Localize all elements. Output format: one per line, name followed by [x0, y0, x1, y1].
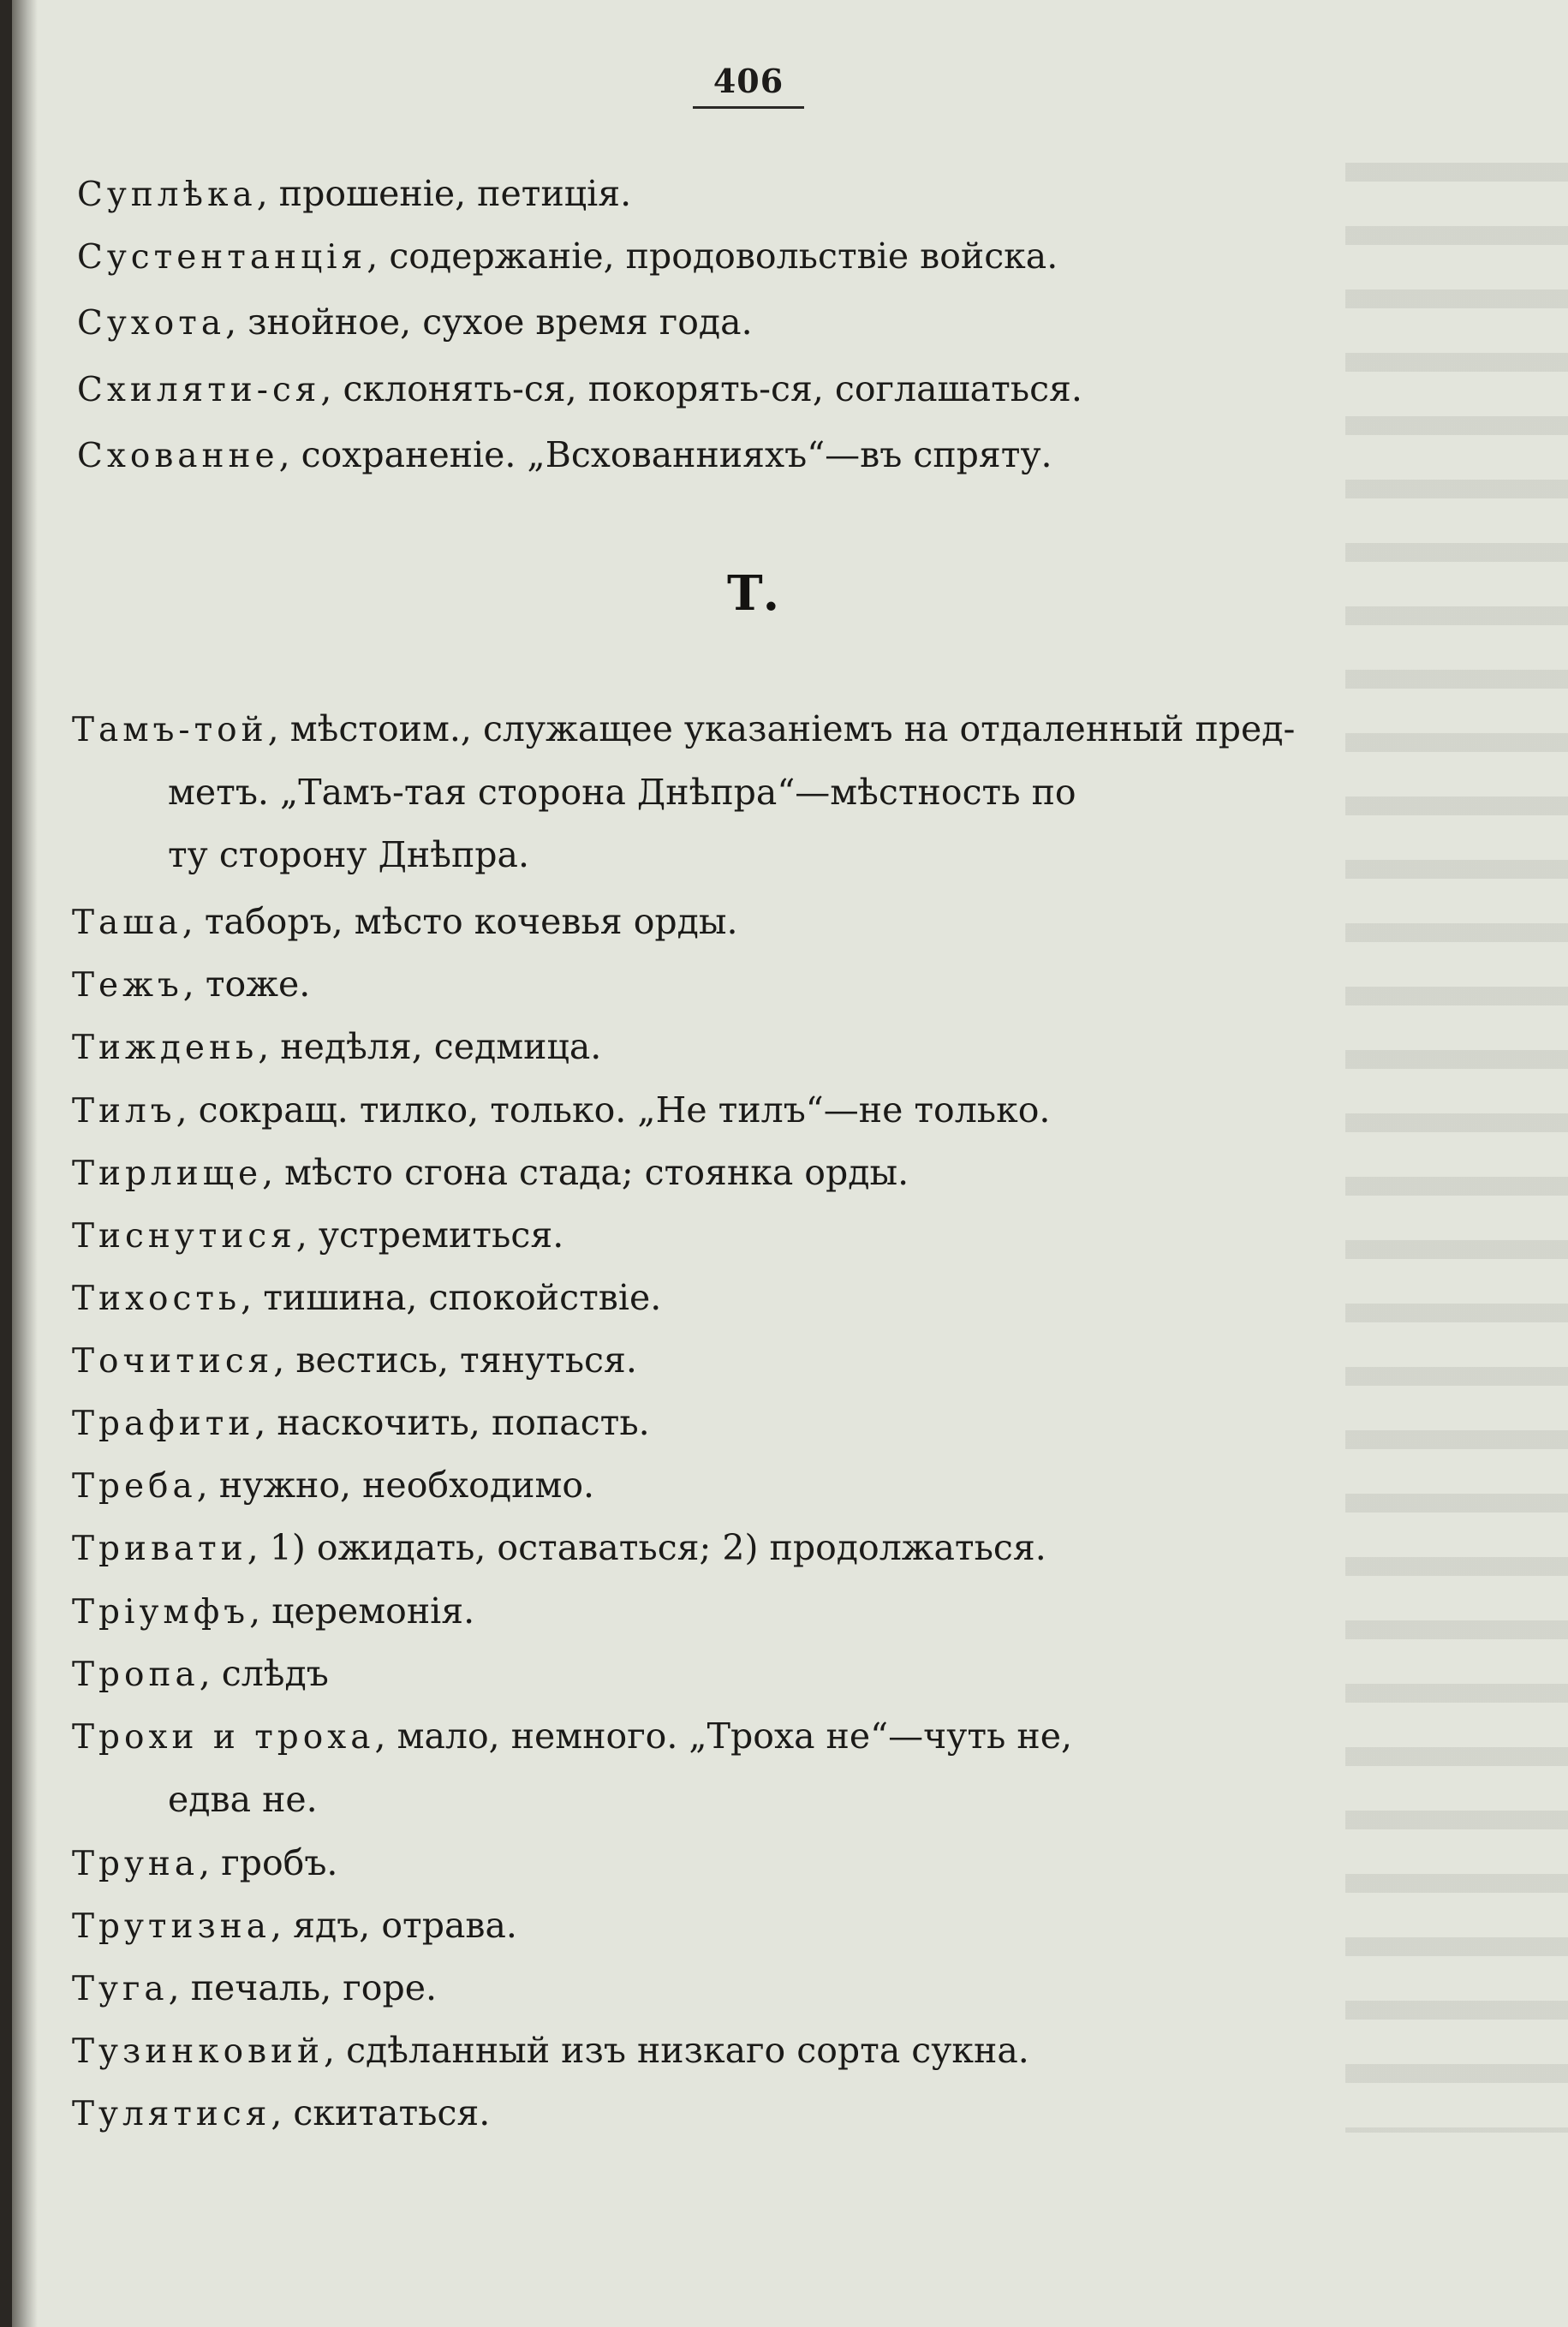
entry-definition: , нужно, необходимо.: [196, 1465, 595, 1506]
entry-definition: , знойное, сухое время года.: [225, 301, 753, 343]
dictionary-entry: [72, 1705, 1072, 1831]
entry-definition: , тишина, спокойствіе.: [241, 1277, 662, 1318]
dictionary-entry: [72, 953, 310, 1017]
dictionary-entry: [77, 291, 753, 355]
dictionary-entry: [72, 891, 738, 954]
entry-continuation: метъ. „Тамъ-тая сторона Днѣпра“—мѣстность по: [168, 772, 1076, 813]
dictionary-entry: [72, 698, 1295, 886]
dictionary-entry: [72, 1894, 517, 1958]
entry-headword: Точитися: [72, 1342, 274, 1381]
entry-continuation: едва не.: [168, 1779, 318, 1820]
dictionary-entry: [72, 1267, 661, 1330]
entry-headword: Тирлище: [72, 1155, 263, 1193]
entry-headword: Туга: [72, 1970, 169, 2008]
entry-headword: Сустентанція: [77, 238, 367, 277]
dictionary-entry: [72, 1204, 563, 1268]
dictionary-entry: [72, 1016, 601, 1079]
binding-shadow: [12, 0, 38, 2327]
entry-definition: , мало, немного. „Троха не“—чуть не,: [374, 1715, 1072, 1757]
entry-headword: Тулятися: [72, 2095, 271, 2133]
entry-definition: , сдѣланный изъ низкаго сорта сукна.: [324, 2030, 1029, 2071]
entry-definition: , ядъ, отрава.: [271, 1905, 517, 1946]
entry-headword: Трафити: [72, 1405, 255, 1443]
entry-definition: , недѣля, седмица.: [258, 1026, 602, 1067]
dictionary-entry: [72, 1957, 437, 2020]
book-page: [12, 0, 1568, 2327]
entry-headword: Тиснутися: [72, 1217, 296, 1256]
page-number: 406: [712, 62, 784, 100]
entry-definition: , устремиться.: [295, 1214, 564, 1256]
entry-headword: Трохи и троха: [72, 1718, 375, 1757]
entry-headword: Суплѣка: [77, 176, 257, 214]
dictionary-entry: [77, 225, 1058, 289]
dictionary-entry: [72, 1517, 1046, 1580]
show-through-text: [1345, 163, 1568, 2133]
entry-definition: , 1) ожидать, оставаться; 2) продолжаться.: [247, 1527, 1046, 1568]
entry-definition: , прошеніе, петиція.: [256, 173, 632, 214]
dictionary-entry: [72, 1454, 594, 1518]
entry-headword: Треба: [72, 1467, 197, 1506]
entry-headword: Тропа: [72, 1656, 200, 1694]
entry-headword: Труна: [72, 1845, 200, 1883]
section-letter: Т.: [727, 565, 780, 622]
dictionary-entry: [72, 2082, 490, 2145]
entry-headword: Таша: [72, 904, 182, 942]
page-number-rule: [693, 106, 804, 109]
entry-continuation: ту сторону Днѣпра.: [168, 834, 530, 875]
dictionary-entry: [72, 1079, 1050, 1143]
dictionary-entry: [72, 1832, 337, 1895]
entry-definition: , мѣсто сгона стада; стоянка орды.: [262, 1152, 909, 1193]
entry-headword: Тріумфъ: [72, 1593, 250, 1632]
dictionary-entry: [72, 1329, 637, 1393]
entry-definition: , мѣстоим., служащее указаніемъ на отдаленный пред-: [267, 708, 1296, 749]
entry-headword: Тихость: [72, 1280, 241, 1318]
entry-headword: Трутизна: [72, 1907, 271, 1946]
entry-headword: Тилъ: [72, 1092, 176, 1131]
entry-definition: , содержаніе, продовольствіе войска.: [367, 236, 1058, 277]
entry-definition: , сокращ. тилко, только. „Не тилъ“—не только.: [176, 1089, 1051, 1131]
entry-headword: Схованне: [77, 437, 279, 475]
entry-definition: , скитаться.: [271, 2092, 491, 2133]
entry-definition: , гробъ.: [199, 1842, 338, 1883]
entry-definition: , тоже.: [182, 964, 311, 1005]
entry-definition: , наскочить, попасть.: [254, 1402, 650, 1443]
dictionary-entry: [72, 1142, 909, 1205]
dictionary-entry: [77, 358, 1082, 421]
dictionary-entry: [72, 1643, 329, 1706]
entry-definition: , сохраненіе. „Всхованнияхъ“—въ спряту.: [278, 434, 1052, 475]
dictionary-entry: [72, 1580, 474, 1644]
entry-headword: Тузинковий: [72, 2032, 325, 2071]
entry-definition: , склонять-ся, покорять-ся, соглашаться.: [320, 368, 1082, 409]
dictionary-entry: [72, 1392, 650, 1455]
dictionary-entry: [77, 424, 1052, 487]
entry-headword: Тамъ-той: [72, 711, 268, 749]
entry-definition: , печаль, горе.: [168, 1967, 438, 2008]
entry-headword: Тиждень: [72, 1029, 259, 1067]
entry-headword: Схиляти-ся: [77, 371, 321, 409]
entry-headword: Тривати: [72, 1530, 247, 1568]
dictionary-entry: [77, 163, 631, 226]
entry-definition: , слѣдъ: [199, 1653, 329, 1694]
entry-definition: , таборъ, мѣсто кочевья орды.: [182, 901, 738, 942]
dictionary-entry: [72, 2020, 1029, 2083]
entry-headword: Сухота: [77, 304, 226, 343]
entry-headword: Тежъ: [72, 966, 183, 1005]
entry-definition: , вестись, тянуться.: [273, 1340, 637, 1381]
entry-definition: , церемонія.: [249, 1590, 475, 1632]
